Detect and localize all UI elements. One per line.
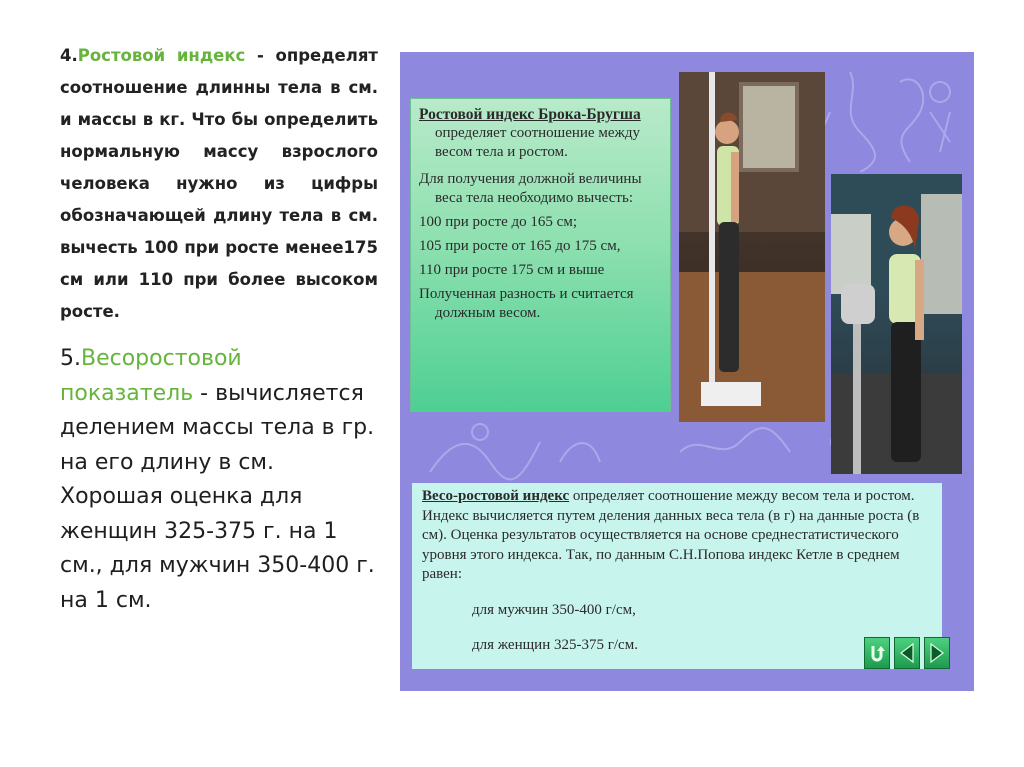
previous-button[interactable] xyxy=(894,637,920,669)
para5-number: 5. xyxy=(60,346,81,371)
arrow-left-icon xyxy=(898,642,916,664)
broca-line: должным весом. xyxy=(435,305,541,321)
broca-brugsch-title: Ростовой индекс Брока-Бругша xyxy=(419,106,641,123)
illustration-panel xyxy=(400,52,974,691)
return-button[interactable] xyxy=(864,637,890,669)
quetelet-women: для женщин 325-375 г/см. xyxy=(472,637,638,653)
broca-list-item: 110 при росте 175 см и выше xyxy=(419,262,605,278)
broca-line: веса тела необходимо вычесть: xyxy=(435,190,633,206)
para5-term: Весоростовой показатель xyxy=(60,346,242,406)
paragraph-weight-height-index xyxy=(60,342,380,618)
quetelet-title: Весо-ростовой индекс xyxy=(422,488,570,504)
next-button[interactable] xyxy=(924,637,950,669)
broca-line: Для получения должной величины xyxy=(419,171,642,187)
quetelet-text: определяет соотношение между весом тела и ростом. Индекс вычисляется путем деления данных веса тела (в г) на данные роста (в см). Оценка результатов осуществляется на основе среднестатистического уровня этого индекса. Так, по данным С.Н.Попова индекс Кетле в среднем равен: xyxy=(422,488,920,582)
para5-text: - вычисляется делением массы тела в гр. на его длину в см. Хорошая оценка для женщин 325-375 г. на 1 см., для мужчин 350-400 г. на 1 см. xyxy=(60,380,375,613)
broca-list-item: 100 при росте до 165 см; xyxy=(419,214,577,230)
broca-line: определяет соотношение между xyxy=(435,125,640,141)
broca-line: весом тела и ростом. xyxy=(435,144,568,160)
quetelet-paragraph xyxy=(422,487,932,585)
quetelet-box xyxy=(412,483,942,669)
arrow-right-icon xyxy=(928,642,946,664)
quetelet-men: для мужчин 350-400 г/см, xyxy=(472,601,636,618)
para4-number: 4. xyxy=(60,46,78,65)
photo-height-measurement-image xyxy=(679,72,825,422)
photo-weight-measurement-image xyxy=(831,174,962,474)
return-icon xyxy=(867,642,887,664)
broca-line: Полученная разность и считается xyxy=(419,286,634,302)
photo-height-measurement xyxy=(679,72,825,422)
photo-weight-measurement xyxy=(831,174,962,474)
para4-text: - определят соотношение длинны тела в см. и массы в кг. Что бы определить нормальную массу взрослого человека нужно из цифры обозначающей длину тела в см. вычесть 100 при росте менее175 см или 110 при более высоком росте. xyxy=(60,46,378,321)
para4-term: Ростовой индекс xyxy=(77,46,246,65)
paragraph-height-index xyxy=(60,40,378,328)
broca-brugsch-box xyxy=(410,98,671,412)
broca-list-item: 105 при росте от 165 до 175 см, xyxy=(419,238,621,254)
